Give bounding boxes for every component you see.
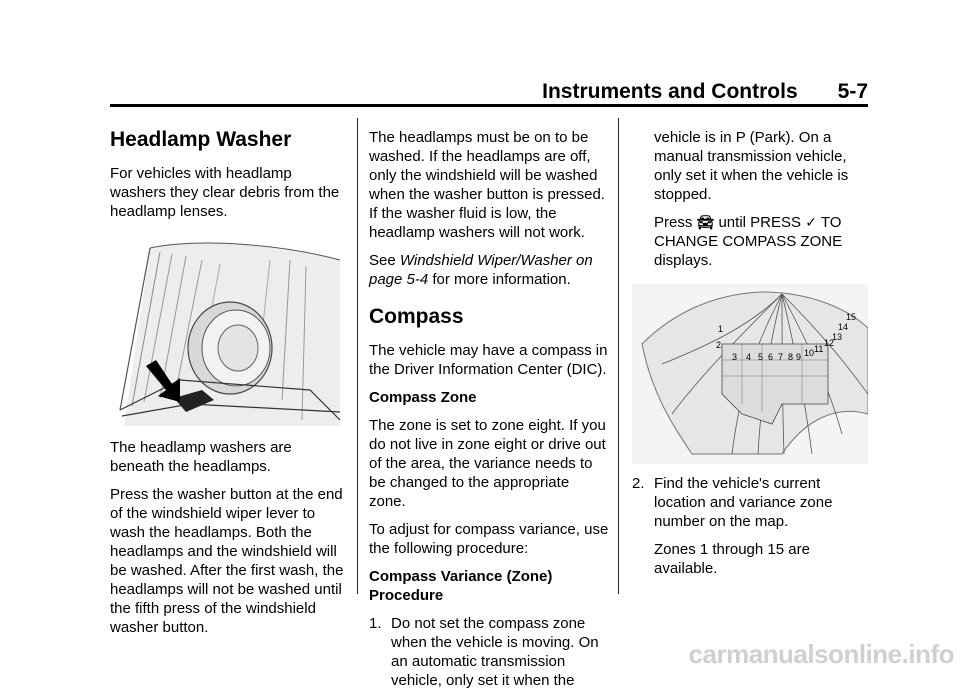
map-zone-label: 14 xyxy=(838,322,849,332)
to-text: TO CHANGE COMPASS ZONE displays. xyxy=(654,214,843,269)
press-instruction xyxy=(632,213,872,270)
map-zone-label: 8 xyxy=(788,352,794,362)
map-zone-label: 13 xyxy=(832,332,843,342)
press-word: Press xyxy=(654,214,693,231)
headlamp-on-note: The headlamps must be on to be washed. If the headlamps are off, only the windshield will be washed when the washer button is pressed. If the washer fluid is low, the headlamp washers will not work. xyxy=(369,129,605,241)
column-2 xyxy=(369,118,609,699)
compass-heading: Compass xyxy=(369,305,464,328)
step-1-text: Do not set the compass zone when the vehicle is moving. On an automatic transmission vehicle, only set it when the xyxy=(391,615,599,689)
step-1-continued: vehicle is in P (Park). On a manual transmission vehicle, only set it when the vehicle is stopped. xyxy=(654,129,849,203)
compass-zone-heading: Compass Zone xyxy=(369,389,477,406)
compass-zone-map xyxy=(632,284,868,464)
vehicle-info-icon: 🚘︎ xyxy=(696,214,715,230)
step-2-number: 2. xyxy=(632,475,645,492)
headlamp-washer-instructions: Press the washer button at the end of the windshield wiper lever to wash the headlamps. Both the headlamps and the windshield will be washed. After the first wash, the headlamps will not be washed until the fifth press of the windshield washer button. xyxy=(110,486,344,636)
column-divider-2 xyxy=(618,118,619,594)
map-zone-label: 4 xyxy=(746,352,752,362)
map-zone-label: 5 xyxy=(758,352,764,362)
compass-variance-heading: Compass Variance (Zone) Procedure xyxy=(369,568,553,604)
headlamp-washer-intro: For vehicles with headlamp washers they clear debris from the headlamp lenses. xyxy=(110,165,340,220)
watermark: carmanualsonline.info xyxy=(688,639,954,669)
headlamp-washer-illustration xyxy=(110,230,342,430)
section-title: Instruments and Controls xyxy=(542,80,798,103)
running-head xyxy=(542,80,868,104)
zones-available-text: Zones 1 through 15 are available. xyxy=(654,541,810,577)
map-zone-label: 15 xyxy=(846,312,857,322)
map-zone-label: 3 xyxy=(732,352,738,362)
column-3 xyxy=(632,118,872,587)
map-zone-label: 9 xyxy=(796,352,802,362)
step-2 xyxy=(632,474,872,531)
map-zone-label: 1 xyxy=(718,324,724,334)
map-zone-label: 7 xyxy=(778,352,784,362)
compass-zone-text: The zone is set to zone eight. If you do not live in zone eight or drive out of the area, the variance needs to be changed to the appropriate zone. xyxy=(369,417,606,510)
column-1 xyxy=(110,118,350,646)
page-number: 5-7 xyxy=(837,80,868,103)
map-zone-label: 2 xyxy=(716,340,722,350)
map-zone-label: 12 xyxy=(824,338,835,348)
compass-adjust-text: To adjust for compass variance, use the following procedure: xyxy=(369,521,609,557)
map-zone-label: 10 xyxy=(804,348,815,358)
header-rule xyxy=(110,104,868,107)
check-icon: ✓ xyxy=(805,214,817,230)
see-reference xyxy=(369,251,609,289)
wiper-washer-link[interactable]: Windshield Wiper/Washer on page 5-4 xyxy=(369,252,593,288)
headlamp-washer-caption: The headlamp washers are beneath the headlamps. xyxy=(110,439,292,475)
page-header xyxy=(0,0,960,110)
column-divider-1 xyxy=(357,118,358,594)
until-text: until PRESS xyxy=(718,214,802,231)
step-1 xyxy=(369,614,609,690)
see-prefix: See xyxy=(369,252,400,269)
step-1-number: 1. xyxy=(369,615,382,632)
map-zone-label: 11 xyxy=(814,344,824,354)
step-2-text: Find the vehicle's current location and variance zone number on the map. xyxy=(654,475,833,530)
see-suffix: for more information. xyxy=(428,271,571,288)
map-zone-label: 6 xyxy=(768,352,774,362)
compass-intro: The vehicle may have a compass in the Driver Information Center (DIC). xyxy=(369,342,608,378)
headlamp-washer-heading: Headlamp Washer xyxy=(110,128,292,151)
